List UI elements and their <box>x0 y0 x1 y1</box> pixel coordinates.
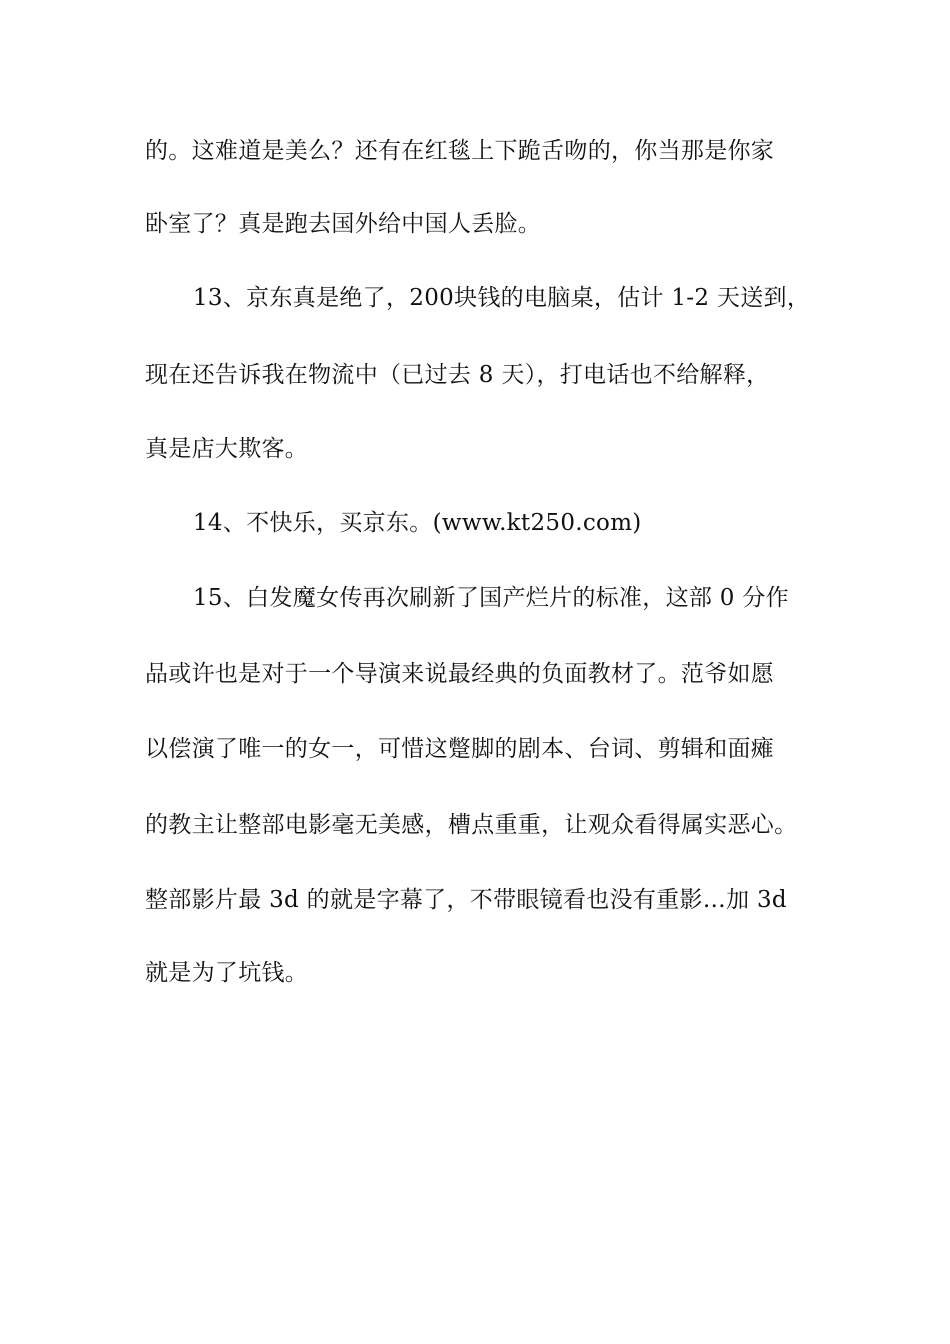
text-line-2: 卧室了？真是跑去国外给中国人丢脸。 <box>145 211 542 237</box>
paragraph-15-first-line: 15、白发魔女传再次刷新了国产烂片的标准，这部 0 分作 <box>193 585 789 611</box>
paragraph-14-line: 14、不快乐，买京东。(www.kt250.com) <box>193 510 642 536</box>
paragraph-13-first-line: 13、京东真是绝了，200块钱的电脑桌，估计 1-2 天送到， <box>193 285 811 311</box>
text-line-11: 整部影片最 3d 的就是字幕了，不带眼镜看也没有重影…加 3d <box>145 887 787 913</box>
text-line-10: 的教主让整部电影毫无美感，槽点重重，让观众看得属实恶心。 <box>145 812 798 838</box>
text-line-9: 以偿演了唯一的女一，可惜这蹩脚的剧本、台词、剪辑和面瘫 <box>145 736 775 762</box>
text-line-12: 就是为了坑钱。 <box>145 960 309 986</box>
text-line-5: 真是店大欺客。 <box>145 436 309 462</box>
text-line-1: 的。这难道是美么？还有在红毯上下跪舌吻的，你当那是你家 <box>145 138 775 164</box>
text-line-4: 现在还告诉我在物流中（已过去 8 天），打电话也不给解释， <box>145 362 770 388</box>
text-line-8: 品或许也是对于一个导演来说最经典的负面教材了。范爷如愿 <box>145 661 775 687</box>
